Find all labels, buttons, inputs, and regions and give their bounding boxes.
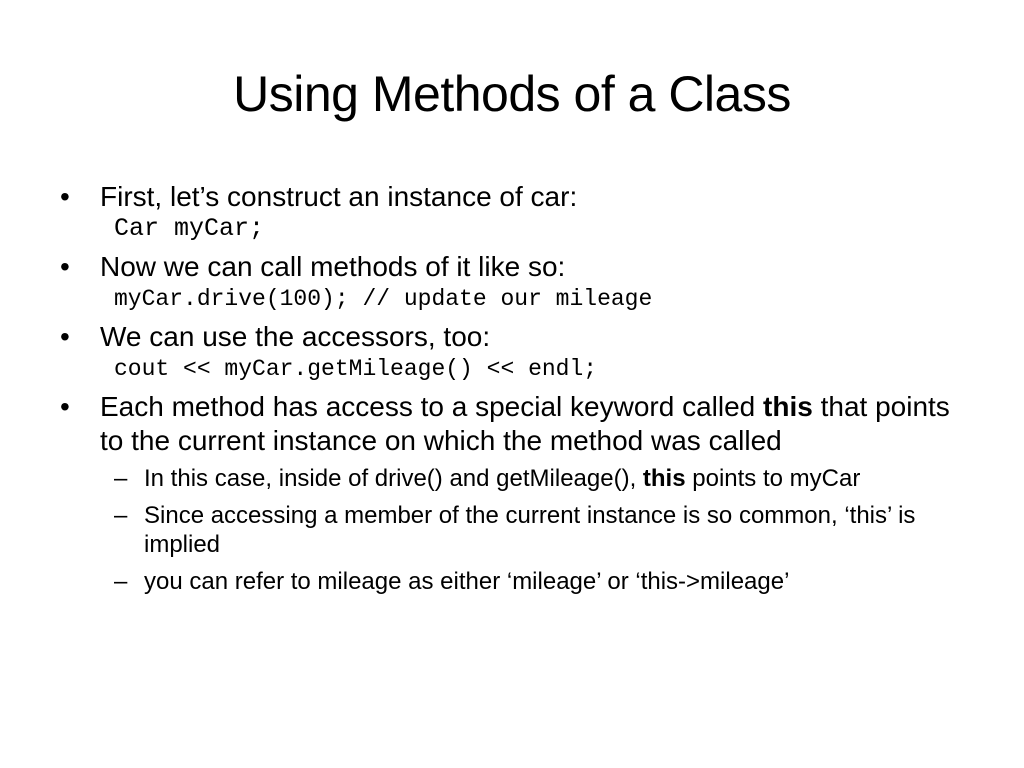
bullet-dot: • bbox=[60, 391, 70, 422]
bullet-construct-instance bbox=[58, 180, 978, 244]
bullet-this-keyword bbox=[58, 390, 978, 458]
bullet-call-methods bbox=[58, 250, 978, 314]
bullet-accessors bbox=[58, 320, 978, 384]
keyword-this: this bbox=[642, 465, 686, 492]
subbullet-refer-mileage bbox=[58, 567, 978, 596]
code-snippet: cout << myCar.getMileage() << endl; bbox=[114, 356, 598, 382]
subbullet-text: you can refer to mileage as either ‘mileage’ or ‘this->mileage’ bbox=[144, 568, 790, 595]
bullet-text: We can use the accessors, too: bbox=[100, 321, 491, 352]
bullet-text-before: Each method has access to a special keyword called bbox=[100, 391, 764, 422]
slide-body bbox=[58, 180, 978, 604]
bullet-dot: • bbox=[60, 251, 70, 282]
bullet-dot: • bbox=[60, 321, 70, 352]
subbullet-text: Since accessing a member of the current instance is so common, ‘this’ is implied bbox=[144, 502, 916, 558]
keyword-this: this bbox=[763, 391, 813, 422]
bullet-dot: • bbox=[60, 181, 70, 212]
subbullet-inside-methods bbox=[58, 464, 978, 493]
subbullet-text-after: points to myCar bbox=[685, 465, 861, 492]
subbullet-dash: – bbox=[114, 568, 128, 595]
slide-title: Using Methods of a Class bbox=[233, 66, 791, 122]
subbullet-text-before: In this case, inside of drive() and getMileage(), bbox=[144, 465, 643, 492]
bullet-text: Now we can call methods of it like so: bbox=[100, 251, 566, 282]
bullet-text-after: that points to the current instance on which the method was called bbox=[100, 391, 950, 456]
bullet-text: First, let’s construct an instance of car: bbox=[100, 181, 578, 212]
subbullet-dash: – bbox=[114, 502, 128, 529]
code-snippet: myCar.drive(100); // update our mileage bbox=[114, 286, 653, 312]
code-snippet: Car myCar; bbox=[114, 214, 265, 243]
subbullet-this-implied bbox=[58, 501, 978, 559]
subbullet-dash: – bbox=[114, 465, 128, 492]
